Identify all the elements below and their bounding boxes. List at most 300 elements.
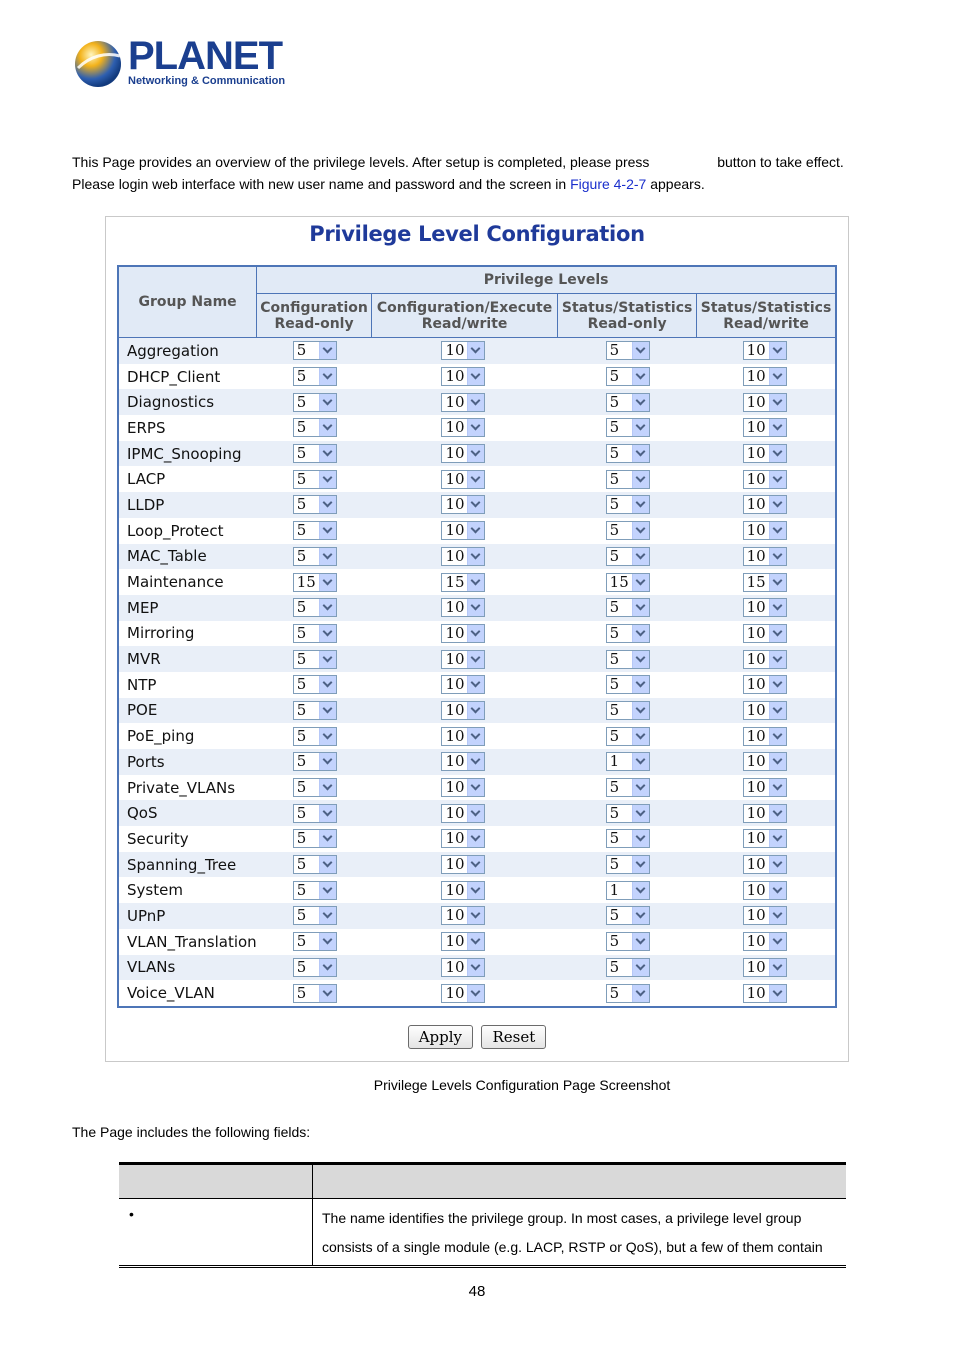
chevron-down-icon[interactable] bbox=[769, 651, 786, 668]
chevron-down-icon[interactable] bbox=[319, 779, 336, 796]
chevron-down-icon[interactable] bbox=[769, 574, 786, 591]
chevron-down-icon[interactable] bbox=[467, 830, 484, 847]
group-name-cell: Diagnostics bbox=[118, 389, 257, 415]
privilege-level-select[interactable] bbox=[743, 958, 787, 977]
select-value: 5 bbox=[296, 675, 307, 694]
privilege-level-select[interactable] bbox=[293, 752, 337, 771]
select-value: 5 bbox=[296, 855, 307, 874]
privilege-level-select[interactable] bbox=[606, 521, 650, 540]
group-name-cell: MVR bbox=[118, 646, 257, 672]
level-cell bbox=[697, 621, 836, 647]
privilege-level-select[interactable] bbox=[606, 855, 650, 874]
select-value: 5 bbox=[296, 700, 307, 719]
chevron-down-icon[interactable] bbox=[769, 830, 786, 847]
chevron-down-icon[interactable] bbox=[467, 445, 484, 462]
privilege-level-select[interactable] bbox=[743, 906, 787, 925]
select-value: 5 bbox=[609, 726, 620, 745]
chevron-down-icon[interactable] bbox=[769, 368, 786, 385]
select-value: 15 bbox=[296, 572, 316, 591]
table-row bbox=[118, 518, 836, 544]
privilege-level-select[interactable] bbox=[441, 804, 485, 823]
privilege-level-select[interactable] bbox=[606, 573, 650, 592]
select-value: 10 bbox=[445, 392, 465, 411]
chevron-down-icon[interactable] bbox=[632, 779, 649, 796]
privilege-level-select[interactable] bbox=[743, 727, 787, 746]
privilege-level-select[interactable] bbox=[441, 727, 485, 746]
privilege-level-select[interactable] bbox=[441, 495, 485, 514]
chevron-down-icon[interactable] bbox=[319, 445, 336, 462]
privilege-level-select[interactable] bbox=[606, 495, 650, 514]
privilege-level-select[interactable] bbox=[293, 804, 337, 823]
privilege-level-select[interactable] bbox=[743, 573, 787, 592]
chevron-down-icon[interactable] bbox=[632, 574, 649, 591]
privilege-level-select[interactable] bbox=[441, 778, 485, 797]
privilege-level-select[interactable] bbox=[606, 341, 650, 360]
privilege-level-select[interactable] bbox=[606, 598, 650, 617]
chevron-down-icon[interactable] bbox=[632, 394, 649, 411]
chevron-down-icon[interactable] bbox=[632, 907, 649, 924]
privilege-level-select[interactable] bbox=[293, 418, 337, 437]
chevron-down-icon[interactable] bbox=[319, 471, 336, 488]
privilege-level-select[interactable] bbox=[293, 984, 337, 1003]
level-cell bbox=[257, 955, 372, 981]
privilege-level-select[interactable] bbox=[293, 701, 337, 720]
select-value: 5 bbox=[296, 649, 307, 668]
privilege-level-select[interactable] bbox=[293, 932, 337, 951]
select-value: 5 bbox=[296, 546, 307, 565]
chevron-down-icon[interactable] bbox=[319, 625, 336, 642]
select-value: 5 bbox=[296, 906, 307, 925]
privilege-level-select[interactable] bbox=[293, 393, 337, 412]
select-value: 5 bbox=[296, 495, 307, 514]
privilege-level-select[interactable] bbox=[606, 418, 650, 437]
chevron-down-icon[interactable] bbox=[319, 599, 336, 616]
column-header-line1: Configuration/Execute bbox=[376, 299, 553, 316]
level-cell bbox=[371, 672, 557, 698]
privilege-level-select[interactable] bbox=[606, 727, 650, 746]
select-value: 5 bbox=[609, 957, 620, 976]
table-row bbox=[118, 492, 836, 518]
privilege-level-select[interactable] bbox=[293, 778, 337, 797]
table-row bbox=[118, 364, 836, 390]
level-cell bbox=[371, 980, 557, 1007]
chevron-down-icon[interactable] bbox=[632, 830, 649, 847]
privilege-level-select[interactable] bbox=[293, 470, 337, 489]
privilege-level-select[interactable] bbox=[293, 906, 337, 925]
chevron-down-icon[interactable] bbox=[319, 548, 336, 565]
privilege-level-select[interactable] bbox=[293, 855, 337, 874]
chevron-down-icon[interactable] bbox=[467, 342, 484, 359]
chevron-down-icon[interactable] bbox=[769, 548, 786, 565]
chevron-down-icon[interactable] bbox=[769, 445, 786, 462]
select-value: 10 bbox=[746, 521, 766, 540]
chevron-down-icon[interactable] bbox=[319, 676, 336, 693]
chevron-down-icon[interactable] bbox=[769, 625, 786, 642]
privilege-level-select[interactable] bbox=[441, 367, 485, 386]
chevron-down-icon[interactable] bbox=[632, 728, 649, 745]
intro-line1-end: button to take effect. bbox=[717, 154, 844, 170]
level-cell bbox=[257, 980, 372, 1007]
chevron-down-icon[interactable] bbox=[467, 651, 484, 668]
privilege-level-select[interactable] bbox=[743, 855, 787, 874]
column-header-line1: Status/Statistics bbox=[700, 299, 832, 316]
chevron-down-icon[interactable] bbox=[467, 496, 484, 513]
chevron-down-icon[interactable] bbox=[632, 548, 649, 565]
privilege-level-select[interactable] bbox=[293, 444, 337, 463]
privilege-level-select[interactable] bbox=[606, 932, 650, 951]
chevron-down-icon[interactable] bbox=[769, 985, 786, 1002]
privilege-level-select[interactable] bbox=[441, 829, 485, 848]
privilege-level-select[interactable] bbox=[743, 418, 787, 437]
privilege-level-select[interactable] bbox=[606, 906, 650, 925]
select-value: 5 bbox=[296, 469, 307, 488]
level-cell bbox=[257, 389, 372, 415]
privilege-level-select[interactable] bbox=[293, 341, 337, 360]
chevron-down-icon[interactable] bbox=[632, 651, 649, 668]
chevron-down-icon[interactable] bbox=[467, 805, 484, 822]
chevron-down-icon[interactable] bbox=[319, 805, 336, 822]
group-name-cell: MAC_Table bbox=[118, 544, 257, 570]
chevron-down-icon[interactable] bbox=[632, 753, 649, 770]
chevron-down-icon[interactable] bbox=[632, 625, 649, 642]
privilege-level-select[interactable] bbox=[743, 598, 787, 617]
chevron-down-icon[interactable] bbox=[467, 599, 484, 616]
chevron-down-icon[interactable] bbox=[467, 471, 484, 488]
privilege-level-select[interactable] bbox=[293, 958, 337, 977]
chevron-down-icon[interactable] bbox=[467, 368, 484, 385]
chevron-down-icon[interactable] bbox=[467, 882, 484, 899]
group-name-cell: MEP bbox=[118, 595, 257, 621]
chevron-down-icon[interactable] bbox=[632, 471, 649, 488]
level-cell bbox=[371, 389, 557, 415]
chevron-down-icon[interactable] bbox=[632, 805, 649, 822]
chevron-down-icon[interactable] bbox=[467, 779, 484, 796]
chevron-down-icon[interactable] bbox=[769, 753, 786, 770]
level-cell bbox=[558, 698, 697, 724]
chevron-down-icon[interactable] bbox=[769, 728, 786, 745]
level-cell bbox=[558, 364, 697, 390]
privilege-level-select[interactable] bbox=[743, 881, 787, 900]
group-name-cell: PoE_ping bbox=[118, 723, 257, 749]
table-row bbox=[118, 980, 836, 1007]
privilege-level-select[interactable] bbox=[743, 547, 787, 566]
chevron-down-icon[interactable] bbox=[319, 728, 336, 745]
chevron-down-icon[interactable] bbox=[319, 419, 336, 436]
privilege-level-select[interactable] bbox=[606, 778, 650, 797]
level-cell bbox=[257, 852, 372, 878]
table-row bbox=[118, 852, 836, 878]
privilege-level-select[interactable] bbox=[293, 650, 337, 669]
privilege-level-select[interactable] bbox=[293, 881, 337, 900]
level-cell bbox=[257, 518, 372, 544]
privilege-level-select[interactable] bbox=[743, 341, 787, 360]
privilege-level-select[interactable] bbox=[293, 675, 337, 694]
privilege-level-select[interactable] bbox=[441, 418, 485, 437]
privilege-level-select[interactable] bbox=[293, 367, 337, 386]
chevron-down-icon[interactable] bbox=[769, 779, 786, 796]
chevron-down-icon[interactable] bbox=[467, 522, 484, 539]
table-row bbox=[118, 800, 836, 826]
chevron-down-icon[interactable] bbox=[769, 676, 786, 693]
chevron-down-icon[interactable] bbox=[467, 933, 484, 950]
chevron-down-icon[interactable] bbox=[467, 676, 484, 693]
chevron-down-icon[interactable] bbox=[467, 702, 484, 719]
chevron-down-icon[interactable] bbox=[769, 959, 786, 976]
select-value: 5 bbox=[609, 855, 620, 874]
privilege-level-select[interactable] bbox=[441, 341, 485, 360]
chevron-down-icon[interactable] bbox=[632, 368, 649, 385]
chevron-down-icon[interactable] bbox=[319, 985, 336, 1002]
chevron-down-icon[interactable] bbox=[769, 907, 786, 924]
privilege-level-select[interactable] bbox=[293, 598, 337, 617]
chevron-down-icon[interactable] bbox=[467, 419, 484, 436]
privilege-level-select[interactable] bbox=[293, 495, 337, 514]
select-value: 10 bbox=[445, 598, 465, 617]
select-value: 10 bbox=[746, 495, 766, 514]
chevron-down-icon[interactable] bbox=[632, 496, 649, 513]
chevron-down-icon[interactable] bbox=[467, 394, 484, 411]
privilege-level-select[interactable] bbox=[441, 444, 485, 463]
privilege-level-select[interactable] bbox=[441, 752, 485, 771]
chevron-down-icon[interactable] bbox=[632, 985, 649, 1002]
select-value: 10 bbox=[445, 932, 465, 951]
privilege-level-select[interactable] bbox=[606, 701, 650, 720]
description-line2: consists of a single module (e.g. LACP, RSTP or QoS), but a few of them contain bbox=[322, 1239, 823, 1255]
privilege-level-select[interactable] bbox=[743, 470, 787, 489]
chevron-down-icon[interactable] bbox=[319, 907, 336, 924]
table-row bbox=[118, 338, 836, 364]
chevron-down-icon[interactable] bbox=[467, 753, 484, 770]
chevron-down-icon[interactable] bbox=[467, 907, 484, 924]
level-cell bbox=[558, 569, 697, 595]
group-name-cell: Mirroring bbox=[118, 621, 257, 647]
privilege-level-select[interactable] bbox=[293, 573, 337, 592]
privilege-level-select[interactable] bbox=[743, 495, 787, 514]
chevron-down-icon[interactable] bbox=[319, 342, 336, 359]
privilege-level-select[interactable] bbox=[293, 547, 337, 566]
privilege-level-select[interactable] bbox=[743, 367, 787, 386]
privilege-level-select[interactable] bbox=[606, 367, 650, 386]
privilege-level-select[interactable] bbox=[606, 804, 650, 823]
privilege-level-select[interactable] bbox=[441, 650, 485, 669]
chevron-down-icon[interactable] bbox=[319, 574, 336, 591]
select-value: 10 bbox=[445, 803, 465, 822]
chevron-down-icon[interactable] bbox=[319, 702, 336, 719]
level-cell bbox=[257, 903, 372, 929]
chevron-down-icon[interactable] bbox=[632, 933, 649, 950]
chevron-down-icon[interactable] bbox=[632, 676, 649, 693]
privilege-level-select[interactable] bbox=[441, 675, 485, 694]
level-cell bbox=[257, 723, 372, 749]
chevron-down-icon[interactable] bbox=[467, 985, 484, 1002]
table-row bbox=[118, 646, 836, 672]
reset-button[interactable]: Reset bbox=[481, 1025, 546, 1049]
select-value: 10 bbox=[746, 469, 766, 488]
privilege-level-select[interactable] bbox=[441, 573, 485, 592]
chevron-down-icon[interactable] bbox=[319, 496, 336, 513]
privilege-level-select[interactable] bbox=[743, 701, 787, 720]
chevron-down-icon[interactable] bbox=[632, 882, 649, 899]
field-description-cell bbox=[313, 1199, 847, 1267]
level-cell bbox=[558, 749, 697, 775]
chevron-down-icon[interactable] bbox=[319, 394, 336, 411]
level-cell bbox=[558, 877, 697, 903]
level-cell bbox=[257, 441, 372, 467]
privilege-level-select[interactable] bbox=[441, 470, 485, 489]
chevron-down-icon[interactable] bbox=[769, 496, 786, 513]
group-name-cell: DHCP_Client bbox=[118, 364, 257, 390]
apply-button[interactable]: Apply bbox=[408, 1025, 473, 1049]
privilege-level-select[interactable] bbox=[441, 521, 485, 540]
privilege-level-select[interactable] bbox=[293, 727, 337, 746]
privilege-level-select[interactable] bbox=[743, 624, 787, 643]
privilege-level-select[interactable] bbox=[293, 521, 337, 540]
privilege-level-select[interactable] bbox=[606, 752, 650, 771]
privilege-level-select[interactable] bbox=[606, 444, 650, 463]
privilege-level-select[interactable] bbox=[743, 752, 787, 771]
chevron-down-icon[interactable] bbox=[467, 574, 484, 591]
privilege-level-select[interactable] bbox=[743, 932, 787, 951]
privilege-level-select[interactable] bbox=[441, 393, 485, 412]
group-name-cell: Spanning_Tree bbox=[118, 852, 257, 878]
select-value: 10 bbox=[445, 341, 465, 360]
privilege-level-select[interactable] bbox=[441, 598, 485, 617]
privilege-level-select[interactable] bbox=[606, 624, 650, 643]
privilege-level-select[interactable] bbox=[743, 675, 787, 694]
chevron-down-icon[interactable] bbox=[769, 394, 786, 411]
privilege-level-select[interactable] bbox=[441, 984, 485, 1003]
privilege-level-select[interactable] bbox=[606, 675, 650, 694]
privilege-level-select[interactable] bbox=[293, 829, 337, 848]
chevron-down-icon[interactable] bbox=[769, 702, 786, 719]
privilege-level-select[interactable] bbox=[441, 932, 485, 951]
privilege-level-select[interactable] bbox=[743, 393, 787, 412]
select-value: 10 bbox=[445, 444, 465, 463]
column-header-3 bbox=[558, 294, 697, 338]
level-cell bbox=[371, 569, 557, 595]
privilege-level-select[interactable] bbox=[441, 624, 485, 643]
chevron-down-icon[interactable] bbox=[319, 933, 336, 950]
field-description-table bbox=[119, 1162, 846, 1268]
privilege-level-select[interactable] bbox=[441, 701, 485, 720]
select-value: 5 bbox=[609, 521, 620, 540]
chevron-down-icon[interactable] bbox=[319, 368, 336, 385]
description-line1: The name identifies the privilege group. In most cases, a privilege level group bbox=[322, 1210, 802, 1226]
privilege-level-select[interactable] bbox=[743, 829, 787, 848]
chevron-down-icon[interactable] bbox=[467, 959, 484, 976]
chevron-down-icon[interactable] bbox=[632, 342, 649, 359]
page-number: 48 bbox=[468, 1283, 486, 1300]
privilege-level-select[interactable] bbox=[743, 650, 787, 669]
privilege-level-select[interactable] bbox=[606, 470, 650, 489]
chevron-down-icon[interactable] bbox=[769, 522, 786, 539]
level-cell bbox=[558, 646, 697, 672]
privilege-level-select[interactable] bbox=[743, 521, 787, 540]
chevron-down-icon[interactable] bbox=[769, 599, 786, 616]
chevron-down-icon[interactable] bbox=[632, 522, 649, 539]
chevron-down-icon[interactable] bbox=[769, 856, 786, 873]
chevron-down-icon[interactable] bbox=[769, 882, 786, 899]
chevron-down-icon[interactable] bbox=[632, 419, 649, 436]
select-value: 10 bbox=[746, 957, 766, 976]
level-cell bbox=[697, 903, 836, 929]
table-row bbox=[118, 621, 836, 647]
privilege-level-select[interactable] bbox=[606, 881, 650, 900]
level-cell bbox=[697, 544, 836, 570]
figure-link[interactable]: Figure 4-2-7 bbox=[570, 176, 647, 192]
select-value: 5 bbox=[609, 778, 620, 797]
level-cell bbox=[371, 364, 557, 390]
chevron-down-icon[interactable] bbox=[632, 599, 649, 616]
chevron-down-icon[interactable] bbox=[769, 342, 786, 359]
chevron-down-icon[interactable] bbox=[319, 522, 336, 539]
chevron-down-icon[interactable] bbox=[319, 753, 336, 770]
privilege-level-select[interactable] bbox=[441, 958, 485, 977]
chevron-down-icon[interactable] bbox=[632, 959, 649, 976]
privilege-level-select[interactable] bbox=[441, 855, 485, 874]
chevron-down-icon[interactable] bbox=[769, 471, 786, 488]
privilege-level-select[interactable] bbox=[441, 547, 485, 566]
table-row bbox=[118, 389, 836, 415]
chevron-down-icon[interactable] bbox=[769, 805, 786, 822]
chevron-down-icon[interactable] bbox=[769, 933, 786, 950]
privilege-level-select[interactable] bbox=[606, 650, 650, 669]
level-cell bbox=[257, 364, 372, 390]
privilege-level-select[interactable] bbox=[293, 624, 337, 643]
level-cell bbox=[558, 621, 697, 647]
chevron-down-icon[interactable] bbox=[319, 882, 336, 899]
select-value: 10 bbox=[445, 546, 465, 565]
privilege-level-select[interactable] bbox=[606, 547, 650, 566]
chevron-down-icon[interactable] bbox=[467, 625, 484, 642]
privilege-level-select[interactable] bbox=[606, 984, 650, 1003]
chevron-down-icon[interactable] bbox=[467, 856, 484, 873]
group-name-cell: LLDP bbox=[118, 492, 257, 518]
table-row bbox=[118, 441, 836, 467]
chevron-down-icon[interactable] bbox=[467, 548, 484, 565]
table-row bbox=[118, 415, 836, 441]
chevron-down-icon[interactable] bbox=[467, 728, 484, 745]
privilege-level-select[interactable] bbox=[743, 804, 787, 823]
select-value: 10 bbox=[445, 880, 465, 899]
chevron-down-icon[interactable] bbox=[319, 856, 336, 873]
privilege-level-select[interactable] bbox=[743, 444, 787, 463]
select-value: 5 bbox=[609, 495, 620, 514]
chevron-down-icon[interactable] bbox=[319, 651, 336, 668]
group-name-cell: Loop_Protect bbox=[118, 518, 257, 544]
chevron-down-icon[interactable] bbox=[632, 702, 649, 719]
privilege-level-select[interactable] bbox=[441, 881, 485, 900]
privilege-level-select[interactable] bbox=[606, 393, 650, 412]
privilege-level-select[interactable] bbox=[606, 829, 650, 848]
privilege-level-select[interactable] bbox=[743, 778, 787, 797]
chevron-down-icon[interactable] bbox=[632, 445, 649, 462]
level-cell bbox=[558, 415, 697, 441]
chevron-down-icon[interactable] bbox=[632, 856, 649, 873]
select-value: 5 bbox=[609, 623, 620, 642]
privilege-level-select[interactable] bbox=[441, 906, 485, 925]
chevron-down-icon[interactable] bbox=[769, 419, 786, 436]
privilege-level-select[interactable] bbox=[606, 958, 650, 977]
chevron-down-icon[interactable] bbox=[319, 830, 336, 847]
group-name-cell: System bbox=[118, 877, 257, 903]
chevron-down-icon[interactable] bbox=[319, 959, 336, 976]
select-value: 5 bbox=[296, 521, 307, 540]
logo-tagline: Networking & Communication bbox=[128, 75, 286, 87]
privilege-level-select[interactable] bbox=[743, 984, 787, 1003]
fields-intro: The Page includes the following fields: bbox=[72, 1124, 311, 1140]
select-value: 10 bbox=[746, 983, 766, 1002]
